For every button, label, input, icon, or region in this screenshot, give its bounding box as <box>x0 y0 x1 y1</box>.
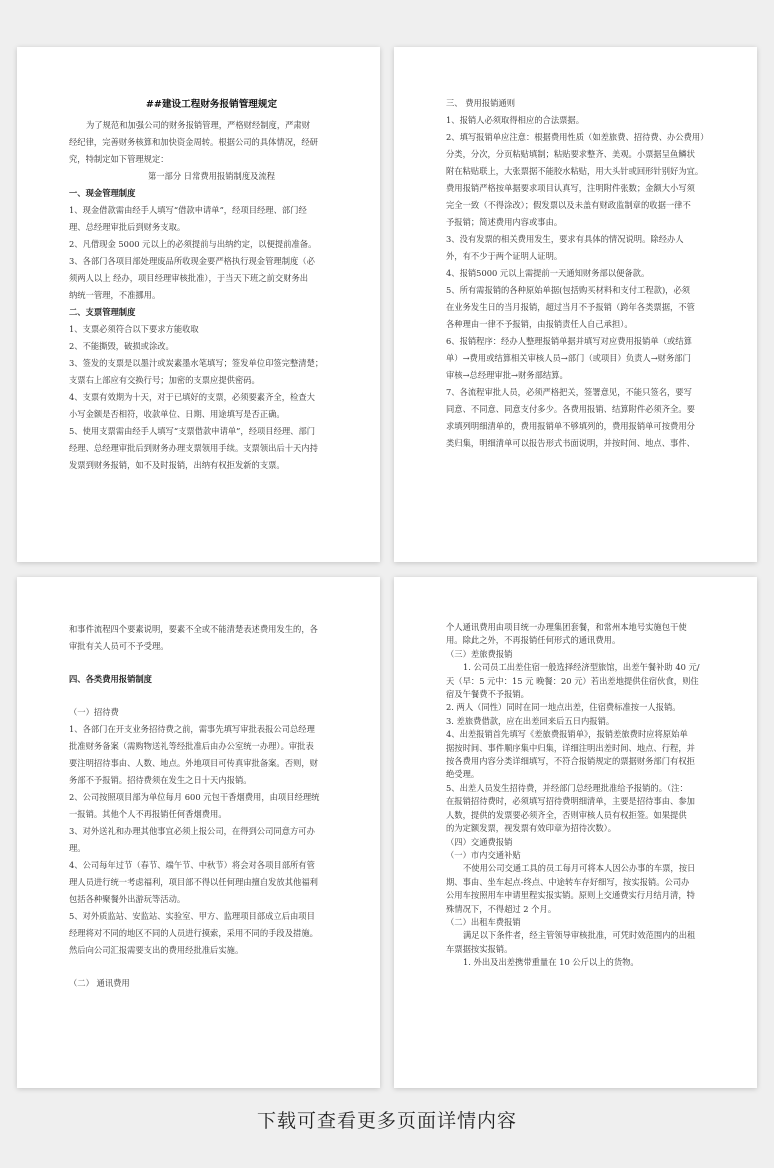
document-title: ##建设工程财务报销管理规定 <box>145 99 278 110</box>
text-line: 和事件流程四个要素说明，要素不全或不能清楚表述费用发生的，各 <box>69 624 318 634</box>
text-line: 费用报销严格按单据要求项目认真写，注明附件张数；金额大小写须 <box>446 183 695 193</box>
text-line: 人数，提供的发票要必须齐全，否则审核人员有权拒签。如果提供 <box>446 809 687 820</box>
text-line: 究，特制定如下管理规定： <box>69 154 169 164</box>
text-line: 理、总经理审批后到财务支取。 <box>69 222 186 232</box>
section-heading: 四、各类费用报销制度 <box>69 674 152 684</box>
text-line: 然后向公司汇报需要支出的费用经批准后实施。 <box>69 945 244 955</box>
text-line: 发票到财务报销，如不及时报销，出纳有权拒发新的支票。 <box>69 460 285 470</box>
download-more-caption[interactable]: 下载可查看更多页面详情内容 <box>256 1110 517 1132</box>
document-page-1 <box>17 47 380 562</box>
text-line: 3、对外送礼和办理其他事宜必须上报公司，在得到公司同意方可办 <box>69 826 315 836</box>
text-line: 为了规范和加强公司的财务报销管理，严格财经制度，严肃财 <box>86 120 311 130</box>
section-heading: 一、现金管理制度 <box>69 188 136 198</box>
text-line: 在报销招待费时，必须填写招待费明细清单，主要是招待事由、参加 <box>446 796 695 807</box>
text-line: 2. 两人（同性）同时在同一地点出差，住宿费标准按一人报销。 <box>446 702 681 713</box>
text-line: 在业务发生日的当月报销，超过当月不予报销（跨年各类票据，不管 <box>446 302 695 312</box>
text-line: 附在粘贴联上，大张票据不能胶水粘贴，用大头针或回形针别好为宜。 <box>446 166 704 176</box>
spacer <box>69 655 354 671</box>
text-line: 2、填写报销单应注意：根据费用性质（如差旅费、招待费、办公费用） <box>446 132 709 142</box>
text-line: 用。除此之外，不再报销任何形式的通讯费用。 <box>446 635 621 646</box>
text-line: 1、各部门在开支业务招待费之前，需事先填写审批表报公司总经理 <box>69 724 315 734</box>
text-line: 6、报销程序：经办人整理报销单据并填写对应费用报销单（或结算 <box>446 336 692 346</box>
spacer <box>69 959 354 975</box>
text-line: 理人员进行统一考虑福利，项目部不得以任何理由擅自发放其他福利 <box>69 877 318 887</box>
document-page-2 <box>394 47 757 562</box>
text-line: 车票据按实报销。 <box>446 943 513 954</box>
text-line: （一）市内交通补贴 <box>446 849 521 860</box>
text-line: 3、没有发票的相关费用发生，要求有具体的情况说明。除经办人 <box>446 234 684 244</box>
text-line: 包括各种聚餐外出游玩等活动。 <box>69 894 186 904</box>
text-line: 的为定额发票，视发票有效印章为招待次数）。 <box>446 823 617 834</box>
text-line: 理。 <box>69 843 86 853</box>
text-line: 殊情况下，不得超过 2 个月。 <box>446 903 557 914</box>
text-line: 公用车按照用车申请里程实报实销。原则上交通费实行月结月清，特 <box>446 890 695 901</box>
text-line: 1、现金借款需由经手人填写“借款申请单”，经项目经理、部门经 <box>69 205 307 215</box>
text-line: 4、支票有效期为十天，对于已填好的支票，必须要素齐全，检查大 <box>69 392 315 402</box>
text-line: 3、各部门各项目部处理废品所收现金要严格执行现金管理制度（必 <box>69 256 315 266</box>
text-line: 2、公司按照项目部为单位每月 600 元包干香烟费用，由项目经理统 <box>69 792 320 802</box>
text-line: （二） 通讯费用 <box>69 978 130 988</box>
text-line: 审批有关人员可不予受理。 <box>69 641 169 651</box>
spacer <box>69 688 354 704</box>
text-line: 务部不予报销。招待费须在发生之日十天内报销。 <box>69 775 252 785</box>
text-line: 分类，分次，分页粘贴填制；粘贴要求整齐、美观。小票据呈鱼鳞状 <box>446 149 695 159</box>
text-line: 1. 外出及出差携带重量在 10 公斤以上的货物。 <box>463 957 639 968</box>
text-line: 外，有不少于两个证明人证明。 <box>446 251 563 261</box>
text-line: 7、各流程审批人员，必须严格把关，签署意见，不能只签名，要写 <box>446 387 692 397</box>
text-line: 5、出差人员发生招待费，并经部门总经理批准给予报销的。（注： <box>446 782 688 793</box>
text-line: 3、签发的支票是以墨汁或炭素墨水笔填写；签发单位印签完整清楚； <box>69 358 324 368</box>
text-line: 1、支票必须符合以下要求方能收取 <box>69 324 199 334</box>
text-line: 各种理由一律不予报销，由报销责任人自己承担）。 <box>446 319 633 329</box>
text-line: 2、不能撕毁，破损或涂改。 <box>69 341 174 351</box>
text-line: 4、出差报销首先填写《差旅费报销单》，报销差旅费时应将原始单 <box>446 729 688 740</box>
text-line: 按各费用内容分类详细填写，不符合报销规定的票据财务部门有权拒 <box>446 756 695 767</box>
text-line: 要注明招待事由、人数、地点。外地项目可传真审批备案。否则，财 <box>69 758 318 768</box>
text-line: 1、报销人必须取得相应的合法票据。 <box>446 115 585 125</box>
text-line: 宿及午餐费不予报销。 <box>446 689 529 700</box>
text-line: 同意、不同意、同意支付多少。各费用报销、结算附件必须齐全。要 <box>446 404 695 414</box>
document-page-4 <box>394 577 757 1088</box>
text-line: 经理、总经理审批后到财务办理支票领用手续。支票领出后十天内持 <box>69 443 318 453</box>
text-line: 据按时间、事件顺序集中归集，详细注明出差时间、地点、行程，并 <box>446 742 695 753</box>
text-line: 5、所有需报销的各种原始单据(包括购买材料和支付工程款)，必须 <box>446 285 691 295</box>
text-line: 经理将对不同的地区不同的人员进行摸索，采用不同的手段及措施。 <box>69 928 318 938</box>
text-line: 支票右上部应有交换行号；加密的支票应提供密码。 <box>69 375 260 385</box>
text-line: （三）差旅费报销 <box>446 648 513 659</box>
text-line: 4、报销5000 元以上需提前一天通知财务部以便备款。 <box>446 268 650 278</box>
text-line: 一报销。其他个人不再报销任何香烟费用。 <box>69 809 227 819</box>
document-page-3 <box>17 577 380 1088</box>
text-line: 单）→费用或结算相关审核人员→部门（或项目）负责人→财务部门 <box>446 353 691 363</box>
text-line: 三、 费用报销通则 <box>446 98 516 108</box>
text-line: 2、凡借现金 5000 元以上的必须提前与出纳约定，以便提前准备。 <box>69 239 317 249</box>
text-line: 满足以下条件者，经主管领导审核批准，可凭时效范围内的出租 <box>463 930 696 941</box>
text-line: 予报销；简述费用内容或事由。 <box>446 217 563 227</box>
text-line: 5、使用支票需由经手人填写“支票借款申请单”，经项目经理、部门 <box>69 426 316 436</box>
text-line: 纳统一管理，不准挪用。 <box>69 290 161 300</box>
text-line: （一）招待费 <box>69 707 119 717</box>
text-line: 个人通讯费用由项目统一办理集团套餐，和常州本地号实施包干使 <box>446 622 687 632</box>
text-line: 完全一致（不得涂改）；假发票以及未盖有财政监制章的收据一律不 <box>446 200 691 210</box>
text-line: （四）交通费报销 <box>446 836 513 847</box>
text-line: 第一部分 日常费用报销制度及流程 <box>147 171 276 181</box>
text-line: 3. 差旅费借款，应在出差回来后五日内报销。 <box>446 715 615 726</box>
text-line: 经纪律，完善财务核算和加快资金周转。根据公司的具体情况，经研 <box>69 137 318 147</box>
text-line: 1. 公司员工出差住宿一般选择经济型旅馆，出差午餐补助 40 元/ <box>463 662 700 673</box>
text-line: 须两人以上 经办，项目经理审核批准），于当天下班之前交财务出 <box>69 273 309 283</box>
text-line: 期、事由、坐车起点-终点、中途转车存好细写，按实报销。公司办 <box>446 876 690 887</box>
text-line: 求填列明细清单的，费用报销单不够填列的，费用报销单可按费用分 <box>446 421 695 431</box>
text-line: 天（早：5 元中：15 元 晚餐：20 元）若出差地提供住宿伙食，则住 <box>446 675 699 686</box>
section-heading: 二、支票管理制度 <box>69 307 136 317</box>
text-line: （二）出租车费报销 <box>446 916 521 927</box>
text-line: 不使用公司交通工具的员工每月可将本人因公办事的车票，按日 <box>463 863 696 874</box>
text-line: 4、公司每年过节（春节、端午节、中秋节）将会对各项目部所有管 <box>69 860 315 870</box>
text-line: 批准财务备案（需购物送礼等经批准后由办公室统一办理）。审批表 <box>69 741 314 751</box>
text-line: 审核→总经理审批→财务部结算。 <box>446 370 568 380</box>
text-line: 小写金额是否相符，收款单位、日期、用途填写是否正确。 <box>69 409 285 419</box>
text-line: 类归集，明细清单可以报告形式书面说明，并按时间、地点、事件、 <box>446 438 695 448</box>
text-line: 5、对外质监站、安监站、实验室、甲方、监理项目部成立后由项目 <box>69 911 315 921</box>
text-line: 绝受理。 <box>446 769 480 780</box>
